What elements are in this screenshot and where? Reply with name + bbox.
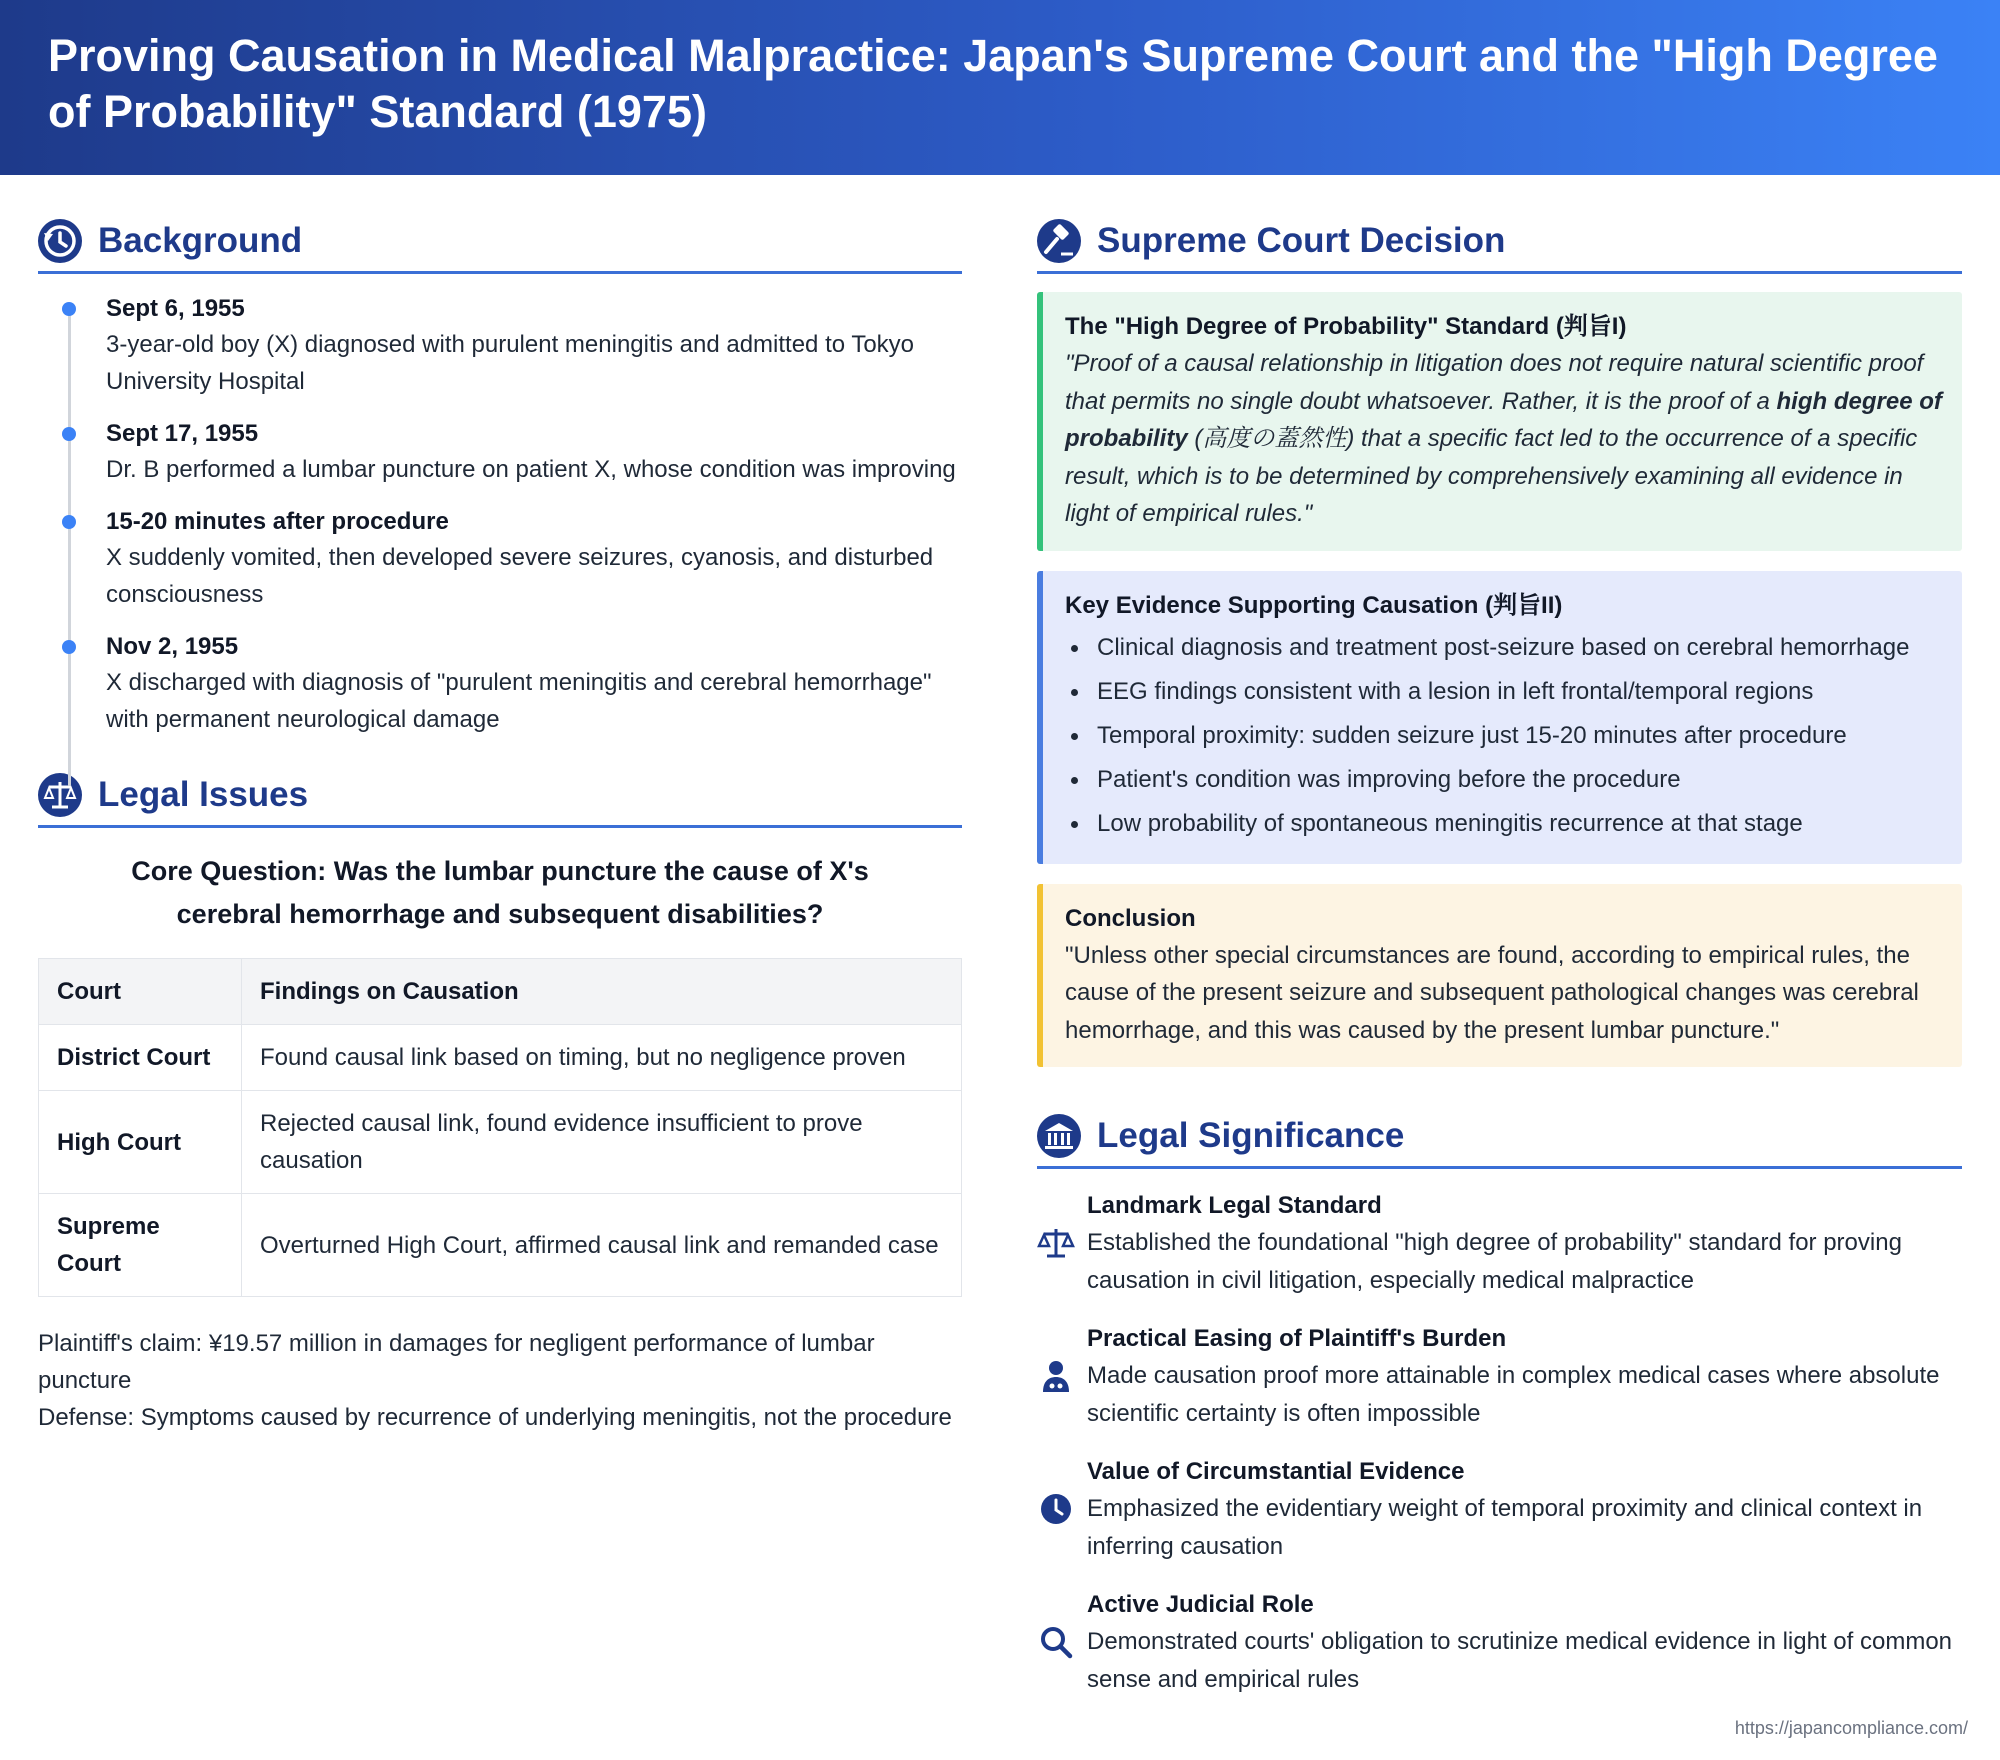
core-question: Core Question: Was the lumbar puncture the cause of X's cerebral hemorrhage and subsequent disabilities?: [131, 856, 869, 929]
list-item: Patient's condition was improving before the procedure: [1065, 758, 1942, 802]
legal-issues-section-header: [38, 764, 962, 828]
court-findings-table: [38, 958, 962, 1297]
scale-icon: [38, 773, 82, 817]
table-header-court: Court: [39, 959, 242, 1025]
footer-url[interactable]: https://japancompliance.com/: [1734, 1718, 1968, 1738]
significance-item: [1037, 1187, 1962, 1299]
conclusion-box: [1037, 884, 1962, 1068]
clock-icon: [1037, 1492, 1075, 1526]
table-row: [39, 1025, 962, 1091]
significance-text: [1087, 1320, 1962, 1432]
gavel-icon: [1037, 219, 1081, 263]
list-item: EEG findings consistent with a lesion in left frontal/temporal regions: [1065, 670, 1942, 714]
timeline-dot: [62, 427, 76, 441]
defense-claim: Defense: Symptoms caused by recurrence of underlying meningitis, not the procedure: [38, 1404, 952, 1431]
timeline-event: [106, 630, 962, 738]
legal-issues-title: Legal Issues: [98, 774, 309, 814]
list-item: Low probability of spontaneous meningitis recurrence at that stage: [1065, 802, 1942, 846]
significance-item-text: Established the foundational "high degree of probability" standard for proving causation in civil litigation, especially medical malpractice: [1087, 1229, 1902, 1294]
background-section-header: [38, 210, 962, 274]
timeline-event: [106, 417, 962, 488]
significance-list: [1037, 1187, 1962, 1698]
claims-block: [38, 1325, 962, 1436]
significance-item-title: Active Judicial Role: [1087, 1591, 1314, 1618]
background-timeline: [38, 292, 962, 738]
timeline-event: [106, 505, 962, 613]
evidence-title: Key Evidence Supporting Causation (判旨II): [1065, 591, 1563, 619]
significance-item: [1037, 1586, 1962, 1698]
timeline-line: [68, 306, 71, 786]
standard-title: The "High Degree of Probability" Standard (判旨I): [1065, 313, 1627, 340]
finding-cell: Overturned High Court, affirmed causal link and remanded case: [242, 1194, 962, 1297]
significance-text: [1087, 1586, 1962, 1698]
significance-text: [1087, 1453, 1962, 1565]
right-column: [1037, 210, 1962, 1719]
decision-title: Supreme Court Decision: [1097, 220, 1506, 260]
page-title: Proving Causation in Medical Malpractice: Japan's Supreme Court and the "High Degree of Probability" Standard (1975): [48, 30, 1938, 137]
significance-item: [1037, 1320, 1962, 1432]
significance-item-title: Value of Circumstantial Evidence: [1087, 1458, 1465, 1485]
table-row: [39, 1091, 962, 1194]
left-column: [38, 210, 962, 1436]
table-header-row: [39, 959, 962, 1025]
magnifier-icon: [1037, 1625, 1075, 1659]
timeline-text: X suddenly vomited, then developed severe seizures, cyanosis, and disturbed consciousness: [106, 544, 934, 608]
timeline-text: X discharged with diagnosis of "purulent meningitis and cerebral hemorrhage" with permanent neurological damage: [106, 669, 932, 733]
significance-item-title: Landmark Legal Standard: [1087, 1192, 1382, 1219]
courthouse-icon: [1037, 1114, 1081, 1158]
background-title: Background: [98, 220, 303, 260]
standard-quote: [1065, 345, 1942, 533]
significance-item-title: Practical Easing of Plaintiff's Burden: [1087, 1325, 1507, 1352]
doctor-icon: [1037, 1359, 1075, 1393]
plaintiff-claim: Plaintiff's claim: ¥19.57 million in damages for negligent performance of lumbar puncture: [38, 1330, 875, 1394]
significance-text: [1087, 1187, 1962, 1299]
timeline-date: 15-20 minutes after procedure: [106, 508, 449, 535]
finding-cell: Rejected causal link, found evidence insufficient to prove causation: [242, 1091, 962, 1194]
table-header-findings: Findings on Causation: [242, 959, 962, 1025]
standard-quote-bold: high degree of probability: [1065, 387, 1942, 452]
decision-section-header: [1037, 210, 1962, 274]
conclusion-title: Conclusion: [1065, 904, 1196, 932]
evidence-box: [1037, 571, 1962, 864]
history-icon: [38, 219, 82, 263]
court-cell: Supreme Court: [39, 1194, 242, 1297]
timeline-date: Sept 17, 1955: [106, 420, 259, 447]
list-item: Clinical diagnosis and treatment post-seizure based on cerebral hemorrhage: [1065, 626, 1942, 670]
timeline-date: Sept 6, 1955: [106, 295, 245, 322]
list-item: Temporal proximity: sudden seizure just 15-20 minutes after procedure: [1065, 714, 1942, 758]
timeline-dot: [62, 640, 76, 654]
scale-icon: [1037, 1226, 1075, 1260]
page-header: [0, 0, 2000, 175]
timeline-event: [106, 292, 962, 400]
standard-box: [1037, 292, 1962, 551]
standard-quote-post: (高度の蓋然性) that a specific fact led to the occurrence of a specific result, which is to be determined by comprehensively examining all evidence in light of empirical rules.": [1065, 425, 1918, 527]
significance-item-text: Made causation proof more attainable in complex medical cases where absolute scientific certainty is often impossible: [1087, 1362, 1940, 1427]
conclusion-text: "Unless other special circumstances are found, according to empirical rules, the cause of the present seizure and subsequent pathological changes was cerebral hemorrhage, and this was caused by the present lumbar puncture.": [1065, 941, 1919, 1044]
timeline-text: Dr. B performed a lumbar puncture on patient X, whose condition was improving: [106, 456, 956, 483]
significance-title: Legal Significance: [1097, 1115, 1405, 1155]
significance-item-text: Emphasized the evidentiary weight of temporal proximity and clinical context in inferring causation: [1087, 1495, 1923, 1560]
timeline-date: Nov 2, 1955: [106, 633, 239, 660]
significance-section-header: [1037, 1105, 1962, 1169]
standard-quote-pre: "Proof of a causal relationship in litigation does not require natural scientific proof that permits no single doubt whatsoever. Rather, it is the proof of a: [1065, 350, 1924, 415]
timeline-dot: [62, 515, 76, 529]
timeline-text: 3-year-old boy (X) diagnosed with purulent meningitis and admitted to Tokyo University Hospital: [106, 331, 915, 395]
timeline-dot: [62, 302, 76, 316]
court-cell: District Court: [39, 1025, 242, 1091]
court-cell: High Court: [39, 1091, 242, 1194]
significance-item-text: Demonstrated courts' obligation to scrutinize medical evidence in light of common sense and empirical rules: [1087, 1628, 1953, 1693]
evidence-list: [1065, 626, 1942, 846]
finding-cell: Found causal link based on timing, but no negligence proven: [242, 1025, 962, 1091]
significance-item: [1037, 1453, 1962, 1565]
table-row: [39, 1194, 962, 1297]
